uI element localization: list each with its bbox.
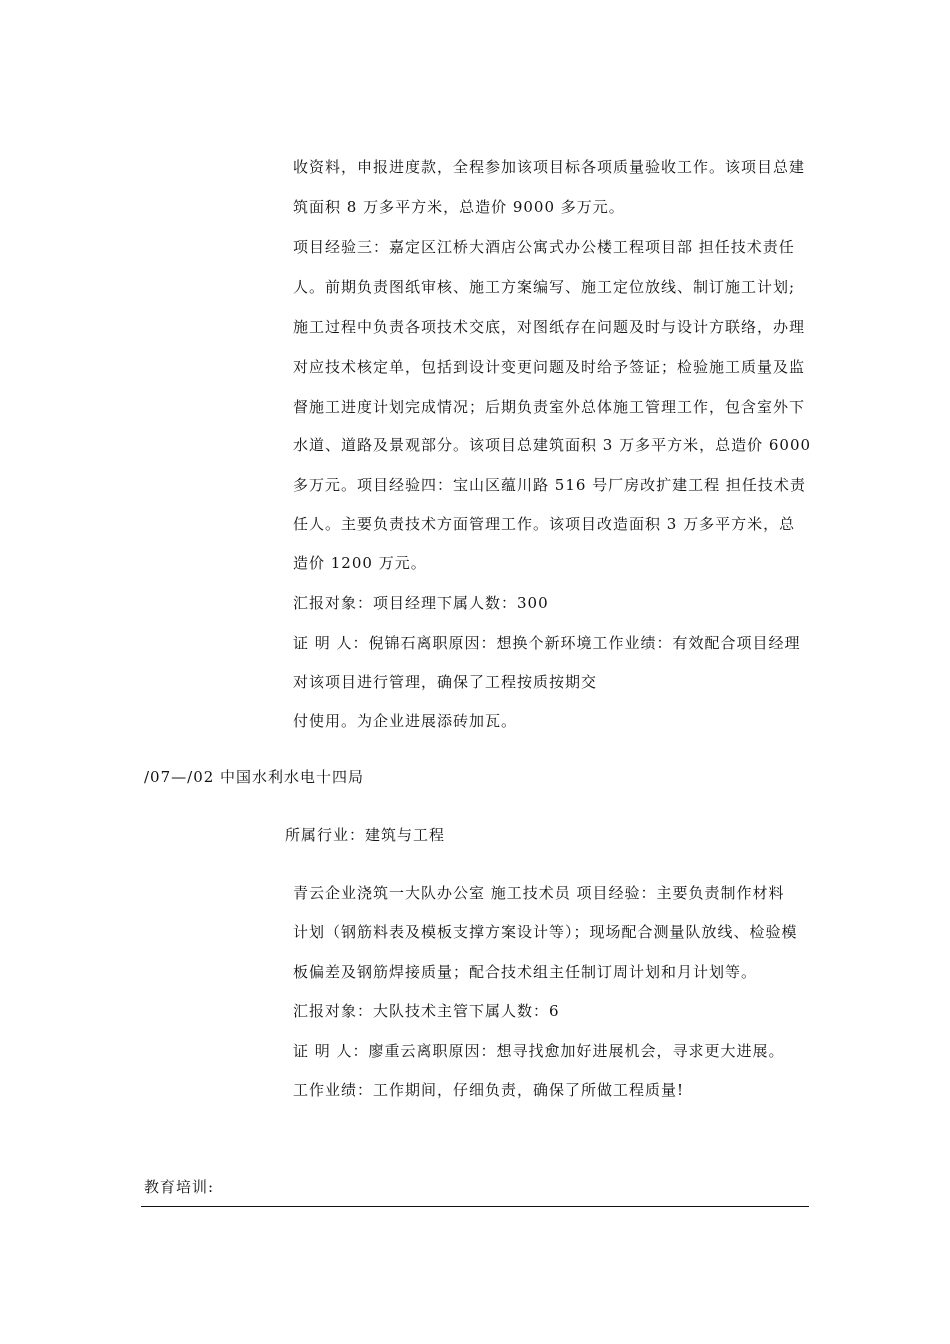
- reference-line: 证 明 人：倪锦石离职原因：想换个新环境工作业绩：有效配合项目经理: [293, 634, 801, 652]
- paragraph-line: 青云企业浇筑一大队办公室 施工技术员 项目经验：主要负责制作材料: [293, 884, 785, 902]
- paragraph-line: 督施工进度计划完成情况；后期负责室外总体施工管理工作，包含室外下: [293, 398, 806, 416]
- education-heading: 教育培训:: [144, 1178, 215, 1196]
- paragraph-line: 施工过程中负责各项技术交底，对图纸存在问题及时与设计方联络，办理: [293, 318, 806, 336]
- paragraph-line: 板偏差及钢筋焊接质量；配合技术组主任制订周计划和月计划等。: [293, 963, 758, 981]
- industry-line: 所属行业：建筑与工程: [285, 826, 446, 844]
- paragraph-line: 多万元。项目经验四：宝山区蕴川路 516 号厂房改扩建工程 担任技术责: [293, 476, 806, 494]
- paragraph-line: 水道、道路及景观部分。该项目总建筑面积 3 万多平方米，总造价 6000: [293, 436, 812, 454]
- report-to-line: 汇报对象：项目经理下属人数：300: [293, 594, 549, 612]
- paragraph-line: 收资料，申报进度款，全程参加该项目标各项质量验收工作。该项目总建: [293, 158, 806, 176]
- section-divider: [141, 1206, 809, 1207]
- paragraph-line: 任人。主要负责技术方面管理工作。该项目改造面积 3 万多平方米，总: [293, 515, 796, 533]
- paragraph-line: 造价 1200 万元。: [293, 554, 427, 572]
- paragraph-line: 人。前期负责图纸审核、施工方案编写、施工定位放线、制订施工计划;: [293, 278, 796, 296]
- paragraph-line: 计划（钢筋料表及模板支撑方案设计等）；现场配合测量队放线、检验模: [293, 923, 798, 941]
- achievement-line: 工作业绩：工作期间，仔细负责，确保了所做工程质量!: [293, 1081, 685, 1099]
- paragraph-line: 对应技术核定单，包括到设计变更问题及时给予签证；检验施工质量及监: [293, 358, 806, 376]
- reference-line: 证 明 人：廖重云离职原因：想寻找愈加好进展机会，寻求更大进展。: [293, 1042, 785, 1060]
- job-period-heading: /07—/02 中国水利水电十四局: [144, 768, 365, 786]
- report-to-line: 汇报对象：大队技术主管下属人数：6: [293, 1002, 560, 1020]
- paragraph-line: 付使用。为企业进展添砖加瓦。: [293, 712, 518, 730]
- paragraph-line: 项目经验三：嘉定区江桥大酒店公寓式办公楼工程项目部 担任技术责任: [293, 238, 795, 256]
- paragraph-line: 筑面积 8 万多平方米，总造价 9000 多万元。: [293, 198, 625, 216]
- paragraph-line: 对该项目进行管理，确保了工程按质按期交: [293, 673, 598, 691]
